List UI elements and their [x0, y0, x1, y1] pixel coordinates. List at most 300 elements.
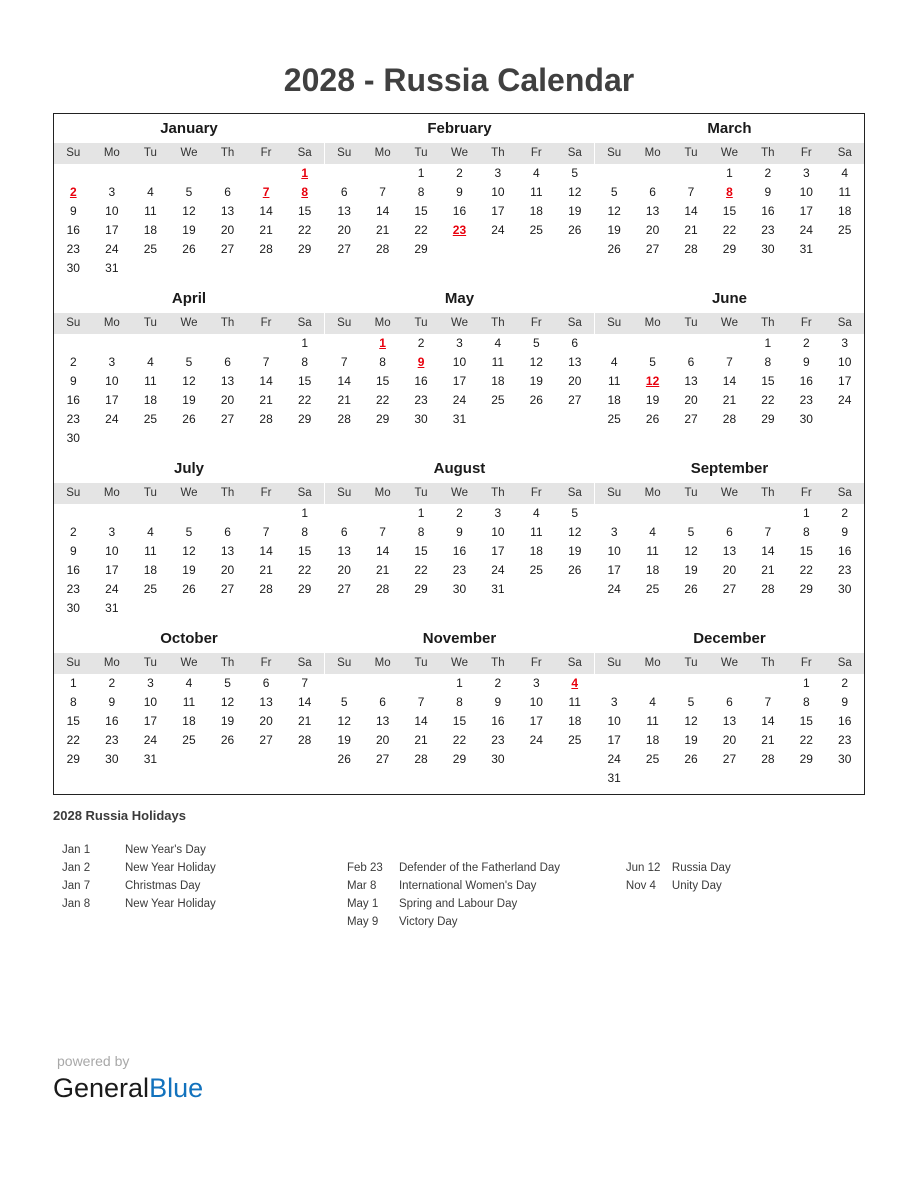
day-cell[interactable]: 7	[262, 525, 270, 539]
day-cell[interactable]: 16	[838, 544, 852, 558]
day-cell[interactable]: 31	[143, 752, 158, 766]
day-cell[interactable]: 7	[340, 355, 348, 369]
day-cell[interactable]: 14	[375, 544, 390, 558]
day-cell[interactable]: 24	[105, 412, 119, 426]
day-cell[interactable]: 1	[764, 336, 772, 350]
day-cell[interactable]: 19	[337, 733, 351, 747]
day-cell[interactable]: 26	[684, 752, 698, 766]
day-cell[interactable]: 4	[610, 355, 618, 369]
generalblue-logo[interactable]	[53, 1052, 353, 1104]
day-cell[interactable]: 17	[529, 714, 543, 728]
day-cell[interactable]: 21	[259, 223, 273, 237]
day-cell[interactable]: 27	[568, 393, 582, 407]
day-cell[interactable]: 8	[379, 355, 386, 369]
day-cell[interactable]: 9	[802, 355, 810, 369]
day-cell[interactable]: 26	[568, 223, 582, 237]
day-cell[interactable]: 23	[105, 733, 119, 747]
day-cell[interactable]: 30	[761, 242, 775, 256]
day-cell[interactable]: 28	[684, 242, 698, 256]
day-cell-holiday[interactable]: 23	[452, 223, 467, 237]
day-cell[interactable]: 25	[645, 582, 660, 596]
day-cell[interactable]: 12	[182, 544, 196, 558]
day-cell[interactable]: 1	[726, 166, 733, 180]
day-cell[interactable]: 17	[105, 563, 119, 577]
day-cell[interactable]: 26	[182, 582, 196, 596]
day-cell[interactable]: 26	[645, 412, 660, 426]
day-cell[interactable]: 10	[838, 355, 852, 369]
day-cell[interactable]: 2	[69, 355, 77, 369]
day-cell[interactable]: 25	[568, 733, 582, 747]
day-cell[interactable]: 27	[375, 752, 390, 766]
day-cell[interactable]: 11	[491, 355, 505, 369]
day-cell[interactable]: 4	[494, 336, 502, 350]
day-cell[interactable]: 2	[841, 506, 849, 520]
day-cell[interactable]: 21	[761, 563, 775, 577]
day-cell[interactable]: 14	[259, 544, 273, 558]
day-cell[interactable]: 21	[375, 563, 390, 577]
day-cell[interactable]: 30	[452, 582, 467, 596]
day-cell[interactable]: 6	[649, 185, 656, 199]
day-cell-holiday[interactable]: 9	[417, 355, 425, 369]
day-cell[interactable]: 18	[143, 563, 158, 577]
day-cell[interactable]: 22	[799, 563, 813, 577]
day-cell[interactable]: 22	[414, 223, 428, 237]
day-cell[interactable]: 29	[298, 242, 312, 256]
day-cell[interactable]: 26	[182, 242, 196, 256]
day-cell[interactable]: 21	[298, 714, 312, 728]
day-cell[interactable]: 23	[452, 563, 467, 577]
day-cell[interactable]: 15	[298, 204, 312, 218]
day-cell[interactable]: 17	[105, 223, 119, 237]
day-cell[interactable]: 30	[799, 412, 813, 426]
day-cell[interactable]: 19	[529, 374, 543, 388]
day-cell[interactable]: 22	[799, 733, 813, 747]
day-cell[interactable]: 25	[491, 393, 505, 407]
day-cell[interactable]: 13	[337, 544, 351, 558]
day-cell[interactable]: 12	[607, 204, 621, 218]
day-cell[interactable]: 19	[182, 563, 196, 577]
day-cell[interactable]: 18	[607, 393, 621, 407]
day-cell[interactable]: 22	[298, 563, 312, 577]
day-cell[interactable]: 27	[220, 412, 235, 426]
day-cell[interactable]: 13	[684, 374, 698, 388]
day-cell[interactable]: 5	[649, 355, 656, 369]
day-cell[interactable]: 10	[105, 204, 119, 218]
day-cell[interactable]: 9	[764, 185, 772, 199]
day-cell[interactable]: 25	[607, 412, 621, 426]
day-cell[interactable]: 6	[726, 525, 733, 539]
day-cell[interactable]: 14	[761, 714, 775, 728]
day-cell[interactable]: 3	[456, 336, 463, 350]
day-cell[interactable]: 13	[220, 544, 235, 558]
day-cell[interactable]: 15	[799, 544, 813, 558]
day-cell[interactable]: 28	[722, 412, 737, 426]
day-cell[interactable]: 16	[452, 204, 467, 218]
day-cell[interactable]: 9	[841, 525, 849, 539]
day-cell-holiday[interactable]: 1	[379, 336, 386, 350]
day-cell[interactable]: 24	[452, 393, 467, 407]
day-cell[interactable]: 10	[607, 714, 621, 728]
day-cell[interactable]: 4	[147, 185, 154, 199]
day-cell[interactable]: 18	[568, 714, 582, 728]
day-cell[interactable]: 19	[182, 223, 196, 237]
day-cell[interactable]: 5	[610, 185, 618, 199]
day-cell[interactable]: 26	[607, 242, 621, 256]
day-cell[interactable]: 23	[66, 412, 80, 426]
day-cell[interactable]: 20	[684, 393, 698, 407]
day-cell[interactable]: 12	[568, 185, 582, 199]
day-cell[interactable]: 12	[684, 544, 698, 558]
day-cell[interactable]: 21	[414, 733, 428, 747]
day-cell[interactable]: 1	[456, 676, 463, 690]
day-cell[interactable]: 28	[414, 752, 428, 766]
day-cell[interactable]: 31	[105, 601, 119, 615]
day-cell[interactable]: 24	[838, 393, 852, 407]
day-cell[interactable]: 18	[529, 544, 543, 558]
day-cell[interactable]: 21	[259, 563, 273, 577]
day-cell[interactable]: 29	[414, 582, 428, 596]
day-cell[interactable]: 27	[337, 582, 351, 596]
day-cell[interactable]: 7	[687, 185, 695, 199]
day-cell[interactable]: 30	[66, 431, 80, 445]
day-cell[interactable]: 20	[568, 374, 582, 388]
day-cell[interactable]: 20	[337, 563, 351, 577]
day-cell[interactable]: 14	[684, 204, 698, 218]
day-cell[interactable]: 30	[66, 601, 80, 615]
day-cell[interactable]: 24	[143, 733, 158, 747]
day-cell[interactable]: 26	[529, 393, 543, 407]
day-cell[interactable]: 13	[220, 374, 235, 388]
day-cell[interactable]: 1	[301, 506, 309, 520]
day-cell[interactable]: 22	[761, 393, 775, 407]
day-cell[interactable]: 24	[799, 223, 813, 237]
day-cell[interactable]: 12	[529, 355, 543, 369]
day-cell[interactable]: 10	[491, 525, 505, 539]
day-cell[interactable]: 22	[414, 563, 428, 577]
day-cell[interactable]: 20	[722, 563, 737, 577]
day-cell[interactable]: 17	[799, 204, 813, 218]
day-cell[interactable]: 2	[456, 506, 463, 520]
day-cell[interactable]: 17	[491, 544, 505, 558]
day-cell[interactable]: 22	[298, 393, 312, 407]
day-cell[interactable]: 7	[764, 525, 772, 539]
day-cell[interactable]: 16	[491, 714, 505, 728]
day-cell[interactable]: 11	[568, 695, 581, 709]
day-cell[interactable]: 18	[838, 204, 852, 218]
day-cell[interactable]: 10	[529, 695, 543, 709]
day-cell[interactable]: 8	[764, 355, 772, 369]
day-cell[interactable]: 10	[143, 695, 158, 709]
day-cell[interactable]: 3	[108, 185, 116, 199]
day-cell[interactable]: 28	[337, 412, 351, 426]
day-cell[interactable]: 15	[414, 204, 428, 218]
day-cell[interactable]: 17	[143, 714, 158, 728]
day-cell[interactable]: 11	[530, 525, 543, 539]
day-cell[interactable]: 13	[722, 544, 737, 558]
day-cell[interactable]: 31	[452, 412, 467, 426]
day-cell[interactable]: 29	[66, 752, 80, 766]
day-cell[interactable]: 26	[182, 412, 196, 426]
day-cell[interactable]: 8	[456, 695, 463, 709]
day-cell[interactable]: 5	[185, 525, 193, 539]
day-cell[interactable]: 20	[722, 733, 737, 747]
day-cell[interactable]: 3	[147, 676, 154, 690]
day-cell[interactable]: 11	[144, 544, 157, 558]
day-cell[interactable]: 1	[802, 676, 810, 690]
day-cell[interactable]: 10	[105, 374, 119, 388]
day-cell[interactable]: 11	[838, 185, 851, 199]
day-cell[interactable]: 9	[69, 204, 77, 218]
day-cell[interactable]: 25	[143, 582, 158, 596]
day-cell[interactable]: 20	[645, 223, 660, 237]
day-cell[interactable]: 17	[607, 733, 621, 747]
day-cell[interactable]: 6	[379, 695, 386, 709]
day-cell[interactable]: 27	[684, 412, 698, 426]
day-cell[interactable]: 24	[607, 582, 621, 596]
day-cell[interactable]: 8	[417, 185, 425, 199]
day-cell[interactable]: 29	[761, 412, 775, 426]
day-cell[interactable]: 12	[220, 695, 235, 709]
day-cell[interactable]: 23	[761, 223, 775, 237]
day-cell[interactable]: 4	[532, 506, 540, 520]
day-cell[interactable]: 23	[838, 733, 852, 747]
day-cell[interactable]: 10	[799, 185, 813, 199]
day-cell[interactable]: 15	[722, 204, 737, 218]
day-cell[interactable]: 19	[684, 733, 698, 747]
day-cell[interactable]: 30	[414, 412, 428, 426]
day-cell[interactable]: 3	[494, 506, 502, 520]
day-cell[interactable]: 3	[108, 355, 116, 369]
day-cell[interactable]: 13	[220, 204, 235, 218]
day-cell[interactable]: 6	[340, 525, 348, 539]
day-cell[interactable]: 19	[568, 544, 582, 558]
day-cell[interactable]: 4	[649, 525, 656, 539]
day-cell[interactable]: 10	[491, 185, 505, 199]
day-cell[interactable]: 1	[802, 506, 810, 520]
day-cell[interactable]: 29	[375, 412, 390, 426]
day-cell[interactable]: 7	[764, 695, 772, 709]
day-cell[interactable]: 14	[761, 544, 775, 558]
day-cell[interactable]: 20	[220, 393, 235, 407]
day-cell[interactable]: 18	[143, 393, 158, 407]
day-cell[interactable]: 1	[301, 336, 309, 350]
day-cell[interactable]: 6	[224, 185, 231, 199]
day-cell[interactable]: 2	[108, 676, 116, 690]
day-cell[interactable]: 23	[799, 393, 813, 407]
day-cell[interactable]: 3	[610, 525, 618, 539]
day-cell[interactable]: 9	[69, 544, 77, 558]
day-cell[interactable]: 5	[340, 695, 348, 709]
day-cell[interactable]: 28	[761, 752, 775, 766]
day-cell[interactable]: 27	[722, 752, 737, 766]
day-cell[interactable]: 16	[66, 393, 80, 407]
day-cell[interactable]: 1	[417, 506, 425, 520]
day-cell[interactable]: 8	[802, 695, 810, 709]
day-cell[interactable]: 20	[220, 563, 235, 577]
day-cell[interactable]: 28	[761, 582, 775, 596]
day-cell[interactable]: 3	[108, 525, 116, 539]
day-cell[interactable]: 11	[646, 714, 659, 728]
day-cell[interactable]: 15	[799, 714, 813, 728]
day-cell-holiday[interactable]: 1	[301, 166, 309, 180]
day-cell[interactable]: 7	[726, 355, 733, 369]
day-cell[interactable]: 15	[298, 544, 312, 558]
day-cell[interactable]: 2	[841, 676, 849, 690]
day-cell[interactable]: 14	[722, 374, 737, 388]
day-cell[interactable]: 19	[182, 393, 196, 407]
day-cell[interactable]: 28	[375, 582, 390, 596]
day-cell[interactable]: 23	[491, 733, 505, 747]
day-cell[interactable]: 13	[645, 204, 660, 218]
day-cell[interactable]: 13	[375, 714, 390, 728]
day-cell[interactable]: 11	[144, 204, 157, 218]
day-cell-holiday[interactable]: 8	[726, 185, 733, 199]
day-cell[interactable]: 27	[259, 733, 273, 747]
day-cell[interactable]: 25	[182, 733, 196, 747]
day-cell[interactable]: 28	[375, 242, 390, 256]
day-cell[interactable]: 14	[375, 204, 390, 218]
day-cell[interactable]: 21	[375, 223, 390, 237]
day-cell[interactable]: 23	[66, 582, 80, 596]
day-cell[interactable]: 6	[687, 355, 695, 369]
day-cell[interactable]: 17	[607, 563, 621, 577]
day-cell[interactable]: 19	[568, 204, 582, 218]
day-cell[interactable]: 26	[684, 582, 698, 596]
day-cell[interactable]: 13	[722, 714, 737, 728]
day-cell[interactable]: 31	[105, 261, 119, 275]
day-cell[interactable]: 16	[452, 544, 467, 558]
day-cell[interactable]: 8	[417, 525, 425, 539]
day-cell[interactable]: 4	[532, 166, 540, 180]
day-cell[interactable]: 25	[143, 412, 158, 426]
day-cell[interactable]: 11	[144, 374, 157, 388]
day-cell[interactable]: 18	[182, 714, 196, 728]
day-cell[interactable]: 3	[532, 676, 540, 690]
day-cell[interactable]: 8	[69, 695, 77, 709]
day-cell[interactable]: 23	[66, 242, 80, 256]
day-cell[interactable]: 12	[182, 204, 196, 218]
day-cell[interactable]: 21	[259, 393, 273, 407]
day-cell[interactable]: 29	[298, 412, 312, 426]
day-cell[interactable]: 21	[722, 393, 737, 407]
day-cell[interactable]: 18	[491, 374, 505, 388]
day-cell[interactable]: 16	[838, 714, 852, 728]
day-cell[interactable]: 3	[841, 336, 849, 350]
day-cell[interactable]: 6	[224, 355, 231, 369]
day-cell[interactable]: 25	[645, 752, 660, 766]
day-cell[interactable]: 27	[645, 242, 660, 256]
day-cell[interactable]: 6	[571, 336, 579, 350]
day-cell[interactable]: 9	[456, 185, 463, 199]
day-cell[interactable]: 5	[185, 185, 193, 199]
day-cell[interactable]: 28	[298, 733, 312, 747]
day-cell[interactable]: 5	[687, 695, 695, 709]
day-cell[interactable]: 17	[452, 374, 467, 388]
day-cell[interactable]: 24	[491, 223, 505, 237]
day-cell[interactable]: 29	[799, 582, 813, 596]
day-cell[interactable]: 7	[379, 185, 386, 199]
day-cell[interactable]: 8	[301, 525, 309, 539]
day-cell[interactable]: 5	[532, 336, 540, 350]
day-cell[interactable]: 19	[645, 393, 660, 407]
day-cell[interactable]: 11	[607, 374, 621, 388]
day-cell[interactable]: 2	[494, 676, 502, 690]
day-cell[interactable]: 30	[838, 752, 852, 766]
day-cell[interactable]: 16	[66, 223, 80, 237]
day-cell[interactable]: 24	[105, 242, 119, 256]
day-cell[interactable]: 15	[375, 374, 390, 388]
day-cell[interactable]: 31	[799, 242, 813, 256]
day-cell[interactable]: 15	[452, 714, 467, 728]
day-cell[interactable]: 16	[799, 374, 813, 388]
day-cell[interactable]: 21	[337, 393, 351, 407]
day-cell[interactable]: 4	[841, 166, 849, 180]
day-cell[interactable]: 5	[185, 355, 193, 369]
day-cell[interactable]: 4	[147, 525, 154, 539]
day-cell[interactable]: 18	[645, 733, 660, 747]
day-cell[interactable]: 9	[456, 525, 463, 539]
day-cell[interactable]: 25	[143, 242, 158, 256]
day-cell[interactable]: 26	[568, 563, 582, 577]
day-cell[interactable]: 12	[182, 374, 196, 388]
day-cell[interactable]: 25	[838, 223, 852, 237]
day-cell-holiday[interactable]: 7	[262, 185, 270, 199]
day-cell[interactable]: 2	[69, 525, 77, 539]
day-cell[interactable]: 1	[417, 166, 425, 180]
day-cell[interactable]: 7	[417, 695, 425, 709]
day-cell[interactable]: 5	[571, 166, 579, 180]
day-cell[interactable]: 13	[568, 355, 582, 369]
day-cell[interactable]: 30	[491, 752, 505, 766]
day-cell[interactable]: 15	[298, 374, 312, 388]
day-cell[interactable]: 2	[417, 336, 425, 350]
day-cell[interactable]: 3	[802, 166, 810, 180]
day-cell[interactable]: 28	[259, 242, 273, 256]
day-cell[interactable]: 5	[687, 525, 695, 539]
day-cell[interactable]: 13	[337, 204, 351, 218]
day-cell[interactable]: 29	[298, 582, 312, 596]
day-cell[interactable]: 16	[66, 563, 80, 577]
day-cell[interactable]: 4	[185, 676, 193, 690]
day-cell[interactable]: 20	[375, 733, 390, 747]
day-cell[interactable]: 31	[491, 582, 505, 596]
day-cell[interactable]: 24	[607, 752, 621, 766]
day-cell[interactable]: 29	[799, 752, 813, 766]
day-cell[interactable]: 20	[220, 223, 235, 237]
day-cell[interactable]: 18	[645, 563, 660, 577]
day-cell[interactable]: 7	[379, 525, 386, 539]
day-cell[interactable]: 4	[649, 695, 656, 709]
day-cell[interactable]: 8	[301, 355, 309, 369]
day-cell[interactable]: 14	[414, 714, 428, 728]
day-cell[interactable]: 22	[66, 733, 80, 747]
day-cell-holiday[interactable]: 2	[69, 185, 77, 199]
day-cell[interactable]: 16	[761, 204, 775, 218]
day-cell[interactable]: 3	[494, 166, 502, 180]
day-cell[interactable]: 24	[105, 582, 119, 596]
day-cell[interactable]: 18	[143, 223, 158, 237]
day-cell[interactable]: 25	[529, 223, 543, 237]
day-cell[interactable]: 29	[722, 242, 737, 256]
day-cell[interactable]: 1	[69, 676, 77, 690]
day-cell[interactable]: 7	[301, 676, 309, 690]
day-cell[interactable]: 10	[607, 544, 621, 558]
day-cell[interactable]: 14	[298, 695, 312, 709]
day-cell[interactable]: 9	[108, 695, 116, 709]
day-cell[interactable]: 2	[802, 336, 810, 350]
day-cell[interactable]: 5	[224, 676, 231, 690]
day-cell[interactable]: 9	[69, 374, 77, 388]
